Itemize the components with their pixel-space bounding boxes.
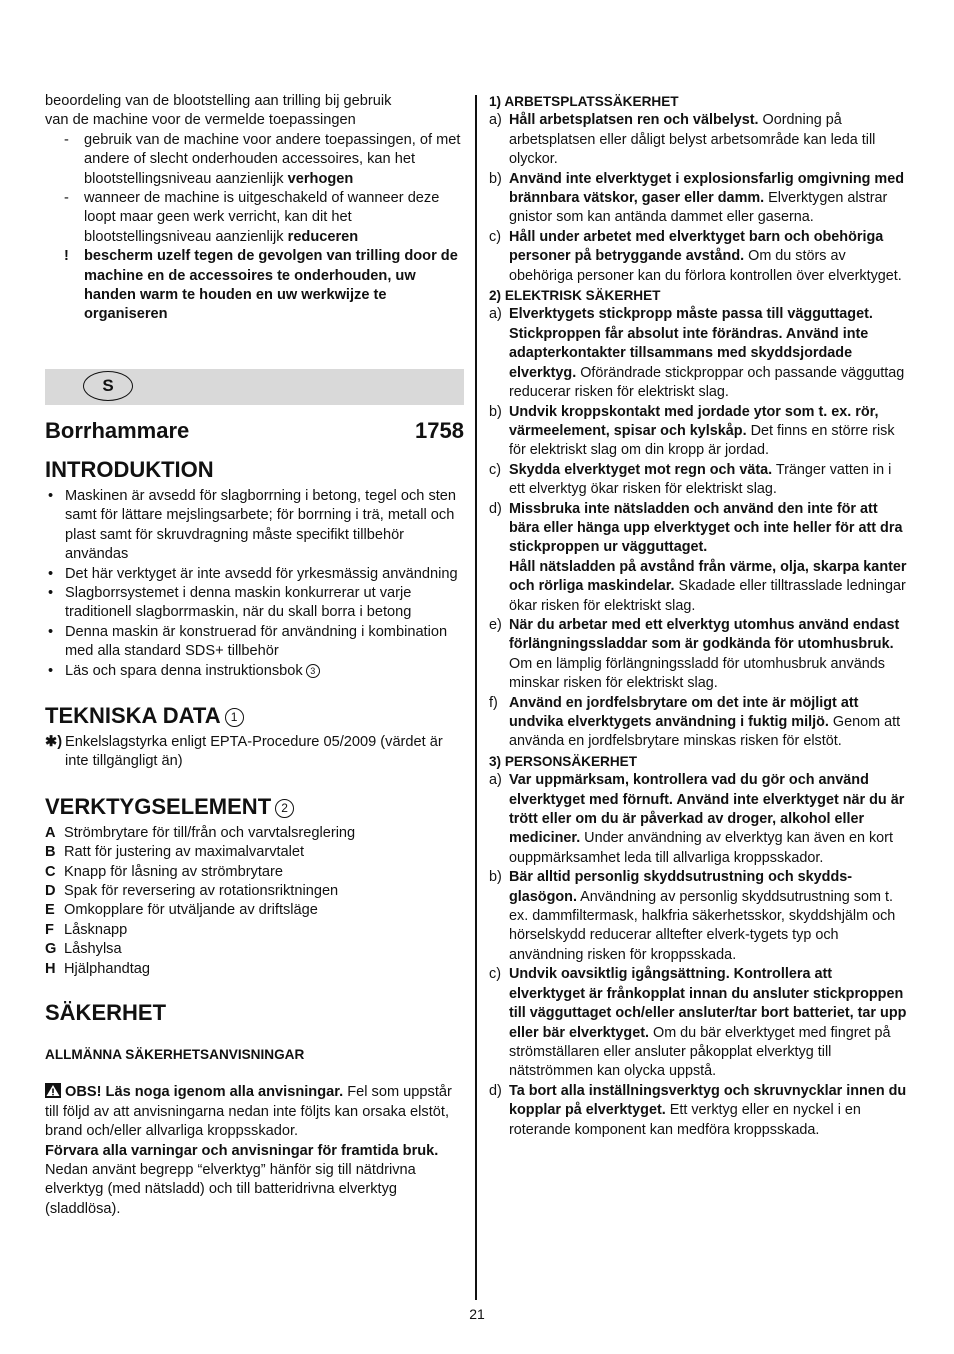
item-bold: Ta bort alla inställningsverktyg och skruvnycklar innen du kopplar på elverktyget. [509, 1082, 907, 1119]
item-label: b) [489, 170, 502, 187]
dash-marker: - [64, 131, 69, 148]
element-letter: F [45, 921, 54, 938]
item-bold: Undvik oavsiktlig igångsättning. Kontrollera att elverktyget är frånkopplat innan du ansluter stickproppen till vägguttaget och/eller ansluter/tar bort batteriet, tar upp eller bär elverktyget. [509, 966, 907, 1041]
item-text: Ett verktyg eller en nyckel i en roterande komponent kan medföra kroppsskada. [509, 1102, 861, 1138]
item-label: f) [489, 694, 498, 711]
intro-line: beoordeling van de blootstelling aan trilling bij gebruik [45, 93, 392, 109]
item-label: c) [489, 966, 501, 983]
section-heading: 2) ELEKTRISK SÄKERHET [489, 288, 661, 304]
item-label: e) [489, 616, 502, 633]
tech-note-text: Enkelslagstyrka enligt EPTA-Procedure 05/2009 (värdet är inte tillgängligt än) [65, 733, 443, 770]
element-text: Låshylsa [64, 941, 122, 958]
obs-bold: OBS! Läs noga igenom alla anvisningar. [65, 1084, 344, 1101]
element-text: Ratt för justering av maximalvarvtalet [64, 844, 305, 861]
item-text: Genom att använda en jordfelsbrytare minskas risken för elstöt. [509, 714, 901, 750]
list-item [489, 558, 907, 616]
s2-list [489, 305, 907, 751]
bullet-marker: • [48, 584, 54, 601]
keep-text: Nedan använt begrepp “elverktyg” hänför sig till nätdrivna elverktyg (med nätsladd) och till batteridrivna elverktyg (sladdlösa). [45, 1162, 416, 1217]
dash-bold: reduceren [287, 228, 359, 245]
list-item [45, 901, 464, 920]
list-item [489, 170, 907, 228]
intro-heading: INTRODUKTION [45, 456, 214, 482]
general-safety-heading: ALLMÄNNA SÄKERHETSANVISNINGAR [45, 1047, 305, 1062]
item-text: Elverktygen alstrar gnistor som kan antända dammet eller gaserna. [509, 190, 888, 226]
keep-paragraph [45, 1142, 464, 1220]
element-text: Knapp för låsning av strömbrytare [64, 863, 284, 880]
item-text: Oförändrade stickproppar och passande vägguttag reducerar risken för elektriskt slag. [509, 364, 905, 401]
exclaim-marker: ! [64, 248, 69, 265]
item-label: a) [489, 112, 502, 129]
item-bold: Skydda elverktyget mot regn och väta. [509, 461, 773, 478]
asterisk-marker: ✱) [45, 733, 63, 750]
item-label: d) [489, 1082, 502, 1099]
item-label: a) [489, 306, 502, 323]
exclaim-text: bescherm uzelf tegen de gevolgen van trilling door de machine en de accessoires te onderhouden, uw handen warm te houden en uw werkwijze te organiseren [84, 248, 458, 323]
right-column [489, 92, 907, 1140]
elements-heading-text: VERKTYGSELEMENT [45, 793, 272, 819]
list-item [489, 616, 907, 694]
section-heading: 3) PERSONSÄKERHET [489, 753, 638, 769]
element-text: Strömbrytare för till/från och varvtalsreglering [64, 824, 356, 841]
element-letter: A [45, 824, 56, 841]
list-item [489, 965, 907, 1081]
tech-note [45, 733, 464, 772]
bullet-text: Maskinen är avsedd för slagborrning i betong, tegel och sten samt för lättare mejslingsarbete; för borrning i trä, metall och plast samt för skruvdragning måste specifikt tillbehör användas [65, 487, 457, 563]
item-bold: Håll under arbetet med elverktyget barn och obehöriga personer på betryggande avstånd. [509, 228, 884, 265]
intro-line: van de machine voor de vermelde toepassingen [45, 112, 356, 129]
bullet-text: Slagborrsystemet i denna maskin konkurrerar ut varje traditionell slagborrmaskin, när du skall borra i betong [65, 584, 412, 621]
element-text: Omkopplare för utväljande av driftsläge [64, 902, 318, 919]
language-badge: S [83, 371, 133, 401]
item-bold: När du arbetar med ett elverktyg utomhus använd endast förlängningssladdar som är godkända för utomhusbruk. [509, 616, 900, 653]
list-item [45, 940, 464, 959]
element-letter: H [45, 960, 56, 977]
item-bold: Håll nätsladden på avstånd från värme, olja, skarpa kanter och rörliga maskindelar. [509, 558, 907, 595]
element-letter: G [45, 941, 57, 958]
item-label: c) [489, 228, 501, 245]
item-text: Oordning på arbetsplatsen eller dåligt belyst arbetsområde kan leda till olyckor. [509, 112, 876, 168]
product-title [45, 418, 464, 444]
section-heading: 1) ARBETSPLATSSÄKERHET [489, 94, 679, 109]
list-item [45, 824, 464, 843]
item-bold: Använd en jordfelsbrytare om det inte är möjligt att undvika elverktygets användning i fuktig miljö. [509, 694, 859, 730]
intro-bullet-list [45, 487, 464, 681]
item-bold: Var uppmärksam, kontrollera vad du gör och använd elverktyget med förnuft. Använd inte elverktyget när du är trött eller om du är påverkad av droger, alkohol eller mediciner. [509, 772, 905, 847]
element-letter: E [45, 902, 55, 919]
list-item [489, 868, 907, 965]
list-item [45, 863, 464, 882]
intro-paragraph [45, 92, 464, 131]
item-text: Skadade eller tilltrasslade ledningar ökar risken för elektriskt slag. [509, 578, 906, 614]
s3-list [489, 771, 907, 1140]
item-text: Det finns en större risk för elektriskt slag om din kropp är jordad. [509, 422, 895, 459]
item-label: d) [489, 500, 502, 517]
item-text: Om en lämplig förlängningssladd för utomhusbruk används minskar risken för elektriskt slag. [509, 655, 885, 692]
obs-paragraph [45, 1083, 464, 1141]
dash-item [45, 131, 464, 189]
item-label: a) [489, 772, 502, 789]
list-item [489, 403, 907, 461]
list-item [489, 461, 907, 500]
safety-heading: SÄKERHET [45, 1000, 167, 1025]
item-bold: Håll arbetsplatsen ren och välbelyst. [509, 112, 759, 129]
language-banner [45, 369, 464, 405]
elements-list [45, 824, 464, 979]
list-item [489, 228, 907, 286]
bullet-marker: • [48, 565, 54, 582]
list-item [489, 771, 907, 868]
s1-list [489, 111, 907, 286]
page-number: 21 [469, 1306, 485, 1322]
element-text: Låsknapp [64, 921, 128, 938]
dash-bold: verhogen [287, 170, 354, 187]
item-text: Tränger vatten in i ett elverktyg ökar risken för elektriskt slag. [509, 461, 892, 498]
item-bold: Använd inte elverktyget i explosionsfarlig omgivning med brännbara vätskor, gaser eller damm. [509, 170, 905, 207]
column-divider [475, 95, 477, 1300]
list-item [489, 694, 907, 752]
element-letter: C [45, 863, 56, 880]
left-column [45, 92, 464, 1219]
list-item [489, 111, 907, 169]
figure-ref-badge: 1 [225, 708, 244, 727]
element-letter: D [45, 882, 56, 899]
figure-ref-badge: 3 [306, 664, 320, 678]
item-text: Under användning av elverktyg kan även en kort ouppmärksamhet leda till allvarliga kroppsskador. [509, 830, 893, 866]
item-bold: Missbruka inte nätsladden och använd den inte för att bära eller hänga upp elverktyget och inte heller för att dra stickproppen ur vägguttaget. [509, 500, 903, 556]
item-label: c) [489, 461, 501, 478]
element-text: Spak för reversering av rotationsriktningen [64, 882, 339, 899]
elements-heading [45, 794, 464, 820]
figure-ref-badge: 2 [275, 799, 294, 818]
bullet-marker: • [48, 662, 54, 679]
bullet-text: Denna maskin är konstruerad för användning i kombination med alla standard SDS+ tillbehör [65, 623, 448, 660]
list-item [45, 960, 464, 979]
element-text: Hjälphandtag [64, 960, 151, 977]
list-item [45, 565, 464, 584]
dash-text: wanneer de machine is uitgeschakeld of wanneer deze loopt maar geen werk verricht, kan dit het blootstellingsniveau aanzienlijk [84, 190, 440, 245]
exclaim-item [45, 247, 464, 325]
list-item [489, 1082, 907, 1140]
dash-text: gebruik van de machine voor andere toepassingen, of met andere of slecht onderhouden accessoires, kan het blootstellingsniveau aanzienlijk [84, 131, 461, 187]
item-label: b) [489, 403, 502, 420]
item-text: Om du störs av obehöriga personer kan du förlora kontrollen över elverktyget. [509, 248, 902, 284]
item-label: b) [489, 869, 502, 886]
bullet-marker: • [48, 487, 54, 504]
product-name: Borrhammare [45, 417, 190, 443]
list-item [45, 882, 464, 901]
tech-heading-text: TEKNISKA DATA [45, 702, 221, 728]
item-bold: Elverktygets stickpropp måste passa till vägguttaget. Stickproppen får absolut inte förändras. Använd inte adapterkontakter tillsammans med skyddsjordade elverktyg. [509, 306, 873, 381]
bullet-marker: • [48, 623, 54, 640]
list-item [45, 662, 464, 681]
list-item [45, 843, 464, 862]
obs-text: Fel som uppstår till följd av att anvisningarna nedan inte följts kan orsaka elstöt, brand och/eller allvarliga kroppsskador. [45, 1084, 452, 1140]
product-number: 1758 [415, 417, 464, 443]
list-item [45, 623, 464, 662]
item-label [489, 558, 509, 616]
item-text: Om du bär elverktyget med fingret på strömställaren eller ansluter påkopplat elverktyg till nätströmmen kan olycka uppstå. [509, 1024, 891, 1080]
dash-item [45, 189, 464, 247]
list-item [489, 305, 907, 402]
list-item [45, 921, 464, 940]
dash-marker: - [64, 190, 69, 207]
list-item [45, 584, 464, 623]
warning-triangle-icon [45, 1083, 61, 1098]
list-item [489, 500, 907, 558]
list-item [45, 487, 464, 565]
element-letter: B [45, 844, 56, 861]
bullet-text: Det här verktyget är inte avsedd för yrkesmässig användning [65, 565, 458, 582]
item-text: Användning av personlig skyddsutrustning som t. ex. dammfiltermask, halkfria säkerhetsskor, skyddshjälm och hörselskydd reducerar alltefter elverk-tygets typ och användning risken för kroppsskada. [509, 888, 896, 963]
bullet-text: Läs och spara denna instruktionsbok [65, 662, 303, 679]
item-bold: Bär alltid personlig skyddsutrustning och skydds-glasögon. [509, 869, 853, 905]
tech-heading [45, 703, 464, 729]
item-bold: Undvik kroppskontakt med jordade ytor som t. ex. rör, värmeelement, spisar och kylskåp. [509, 403, 879, 439]
keep-bold: Förvara alla varningar och anvisningar för framtida bruk. [45, 1142, 439, 1159]
